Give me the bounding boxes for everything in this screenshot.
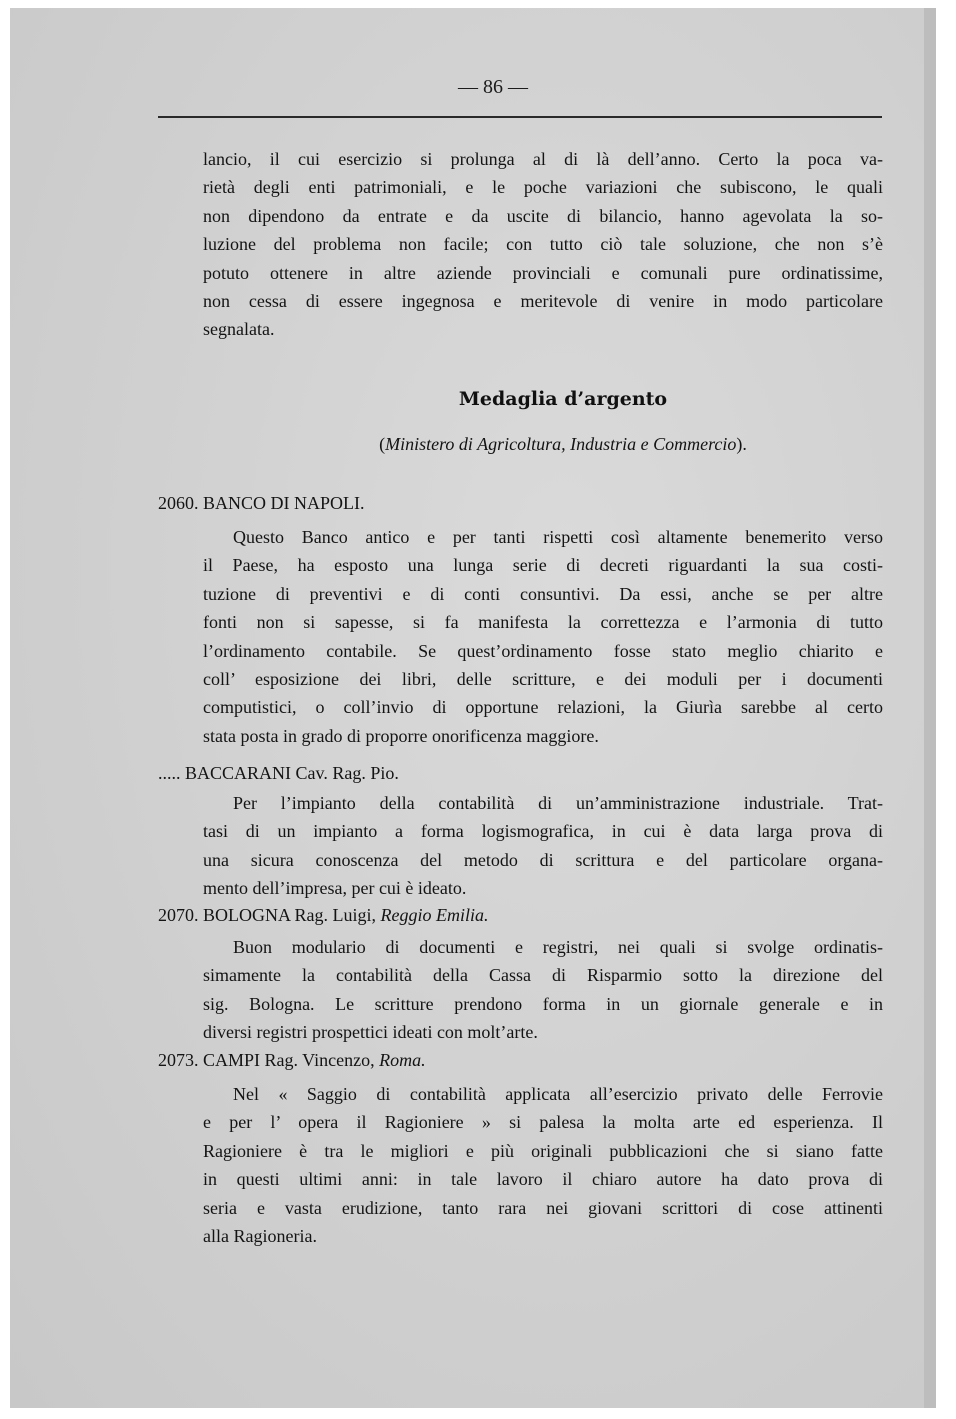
entry-number: 2060. [158,493,199,513]
entry-place: Roma. [379,1050,426,1070]
section-heading: Medaglia d’argento [458,388,668,410]
text-line: potuto ottenere in altre aziende provinciali e comunali pure ordinatissime, [203,262,883,283]
text-line: alla Ragioneria. [203,1226,317,1247]
page-number: — 86 — [458,76,528,98]
entry-name: BANCO DI NAPOLI. [203,493,365,513]
text-line: Nel « Saggio di contabilità applicata all’esercizio privato delle Ferrovie [233,1084,883,1104]
entry-number: 2070. [158,905,199,925]
page-edge [924,8,936,1408]
text-line: Questo Banco antico e per tanti rispetti così altamente benemerito verso [233,527,883,547]
text-line: non dipendono da entrate e da uscite di bilancio, hanno agevolata la so- [203,205,883,226]
text-line: lancio, il cui esercizio si prolunga al di là dell’anno. Certo la poca va- [203,149,883,169]
entry-heading [158,905,488,926]
text-line: rietà degli enti patrimoniali, e le poche variazioni che subiscono, le quali [203,177,883,198]
text-line: in questi ultimi anni: in tale lavoro il chiaro autore ha dato prova di [203,1169,883,1190]
entry-paragraph [203,1080,883,1250]
entry-name: BACCARANI Cav. Rag. Pio. [185,763,399,783]
text-line: luzione del problema non facile; con tutto ciò tale soluzione, che non s’è [203,234,883,255]
text-line: Ragioniere è tra le migliori e più originali pubblicazioni che si siano fatte [203,1140,883,1161]
text-line: seria e vasta erudizione, tanto rara nei giovani scrittori di cose attinenti [203,1197,883,1218]
text-line: computistici, o coll’invio di opportune relazioni, la Giurìa sarebbe al certo [203,697,883,718]
entry-name: CAMPI Rag. Vincenzo, [203,1050,375,1070]
text-line: Per l’impianto della contabilità di un’amministrazione industriale. Trat- [233,793,883,813]
section-subheading [203,434,883,455]
entry-heading [158,1050,426,1071]
entry-name: BOLOGNA Rag. Luigi, [203,905,376,925]
entry-paragraph [203,933,883,1047]
entry-heading [158,763,399,784]
entry-paragraph [203,789,883,903]
text-line: sig. Bologna. Le scritture prendono forma in un giornale generale e in [203,993,883,1014]
text-line: segnalata. [203,319,275,340]
entry-number: 2073. [158,1050,199,1070]
text-line: il Paese, ha esposto una lunga serie di decreti riguardanti la sua costi- [203,555,883,576]
intro-paragraph [203,145,883,344]
text-line: diversi registri prospettici ideati con molt’arte. [203,1022,538,1043]
text-line: non cessa di essere ingegnosa e meritevole di venire in modo particolare [203,291,883,312]
text-line: l’ordinamento contabile. Se quest’ordinamento fosse stato meglio chiarito e [203,640,883,661]
text-line: una sicura conoscenza del metodo di scrittura e del particolare organa- [203,849,883,870]
entry-number: ..... [158,763,181,783]
header-rule [158,116,882,118]
text-line: Buon modulario di documenti e registri, nei quali si svolge ordinatis- [233,937,883,957]
subheading-open: ( [379,434,386,454]
entry-heading [158,493,365,514]
text-line: mento dell’impresa, per cui è ideato. [203,878,467,899]
scanned-page [10,8,936,1408]
text-line: fonti non si sapesse, si fa manifesta la correttezza e l’armonia di tutto [203,612,883,633]
entry-place: Reggio Emilia. [380,905,489,925]
entry-paragraph [203,523,883,750]
text-line: stata posta in grado di proporre onorificenza maggiore. [203,725,599,746]
text-line: coll’ esposizione dei libri, delle scritture, e dei moduli per i documenti [203,669,883,690]
text-line: tasi di un impianto a forma logismografica, in cui è data larga prova di [203,821,883,842]
text-line: e per l’ opera il Ragioniere » si palesa la molta arte ed esperienza. Il [203,1112,883,1133]
subheading-close: ). [736,434,747,454]
text-line: simamente la contabilità della Cassa di Risparmio sotto la direzione del [203,965,883,986]
subheading-ministry: Ministero di Agricoltura, Industria e Commercio [385,434,737,454]
text-line: tuzione di preventivi e di conti consuntivi. Da essi, anche se per altre [203,583,883,604]
